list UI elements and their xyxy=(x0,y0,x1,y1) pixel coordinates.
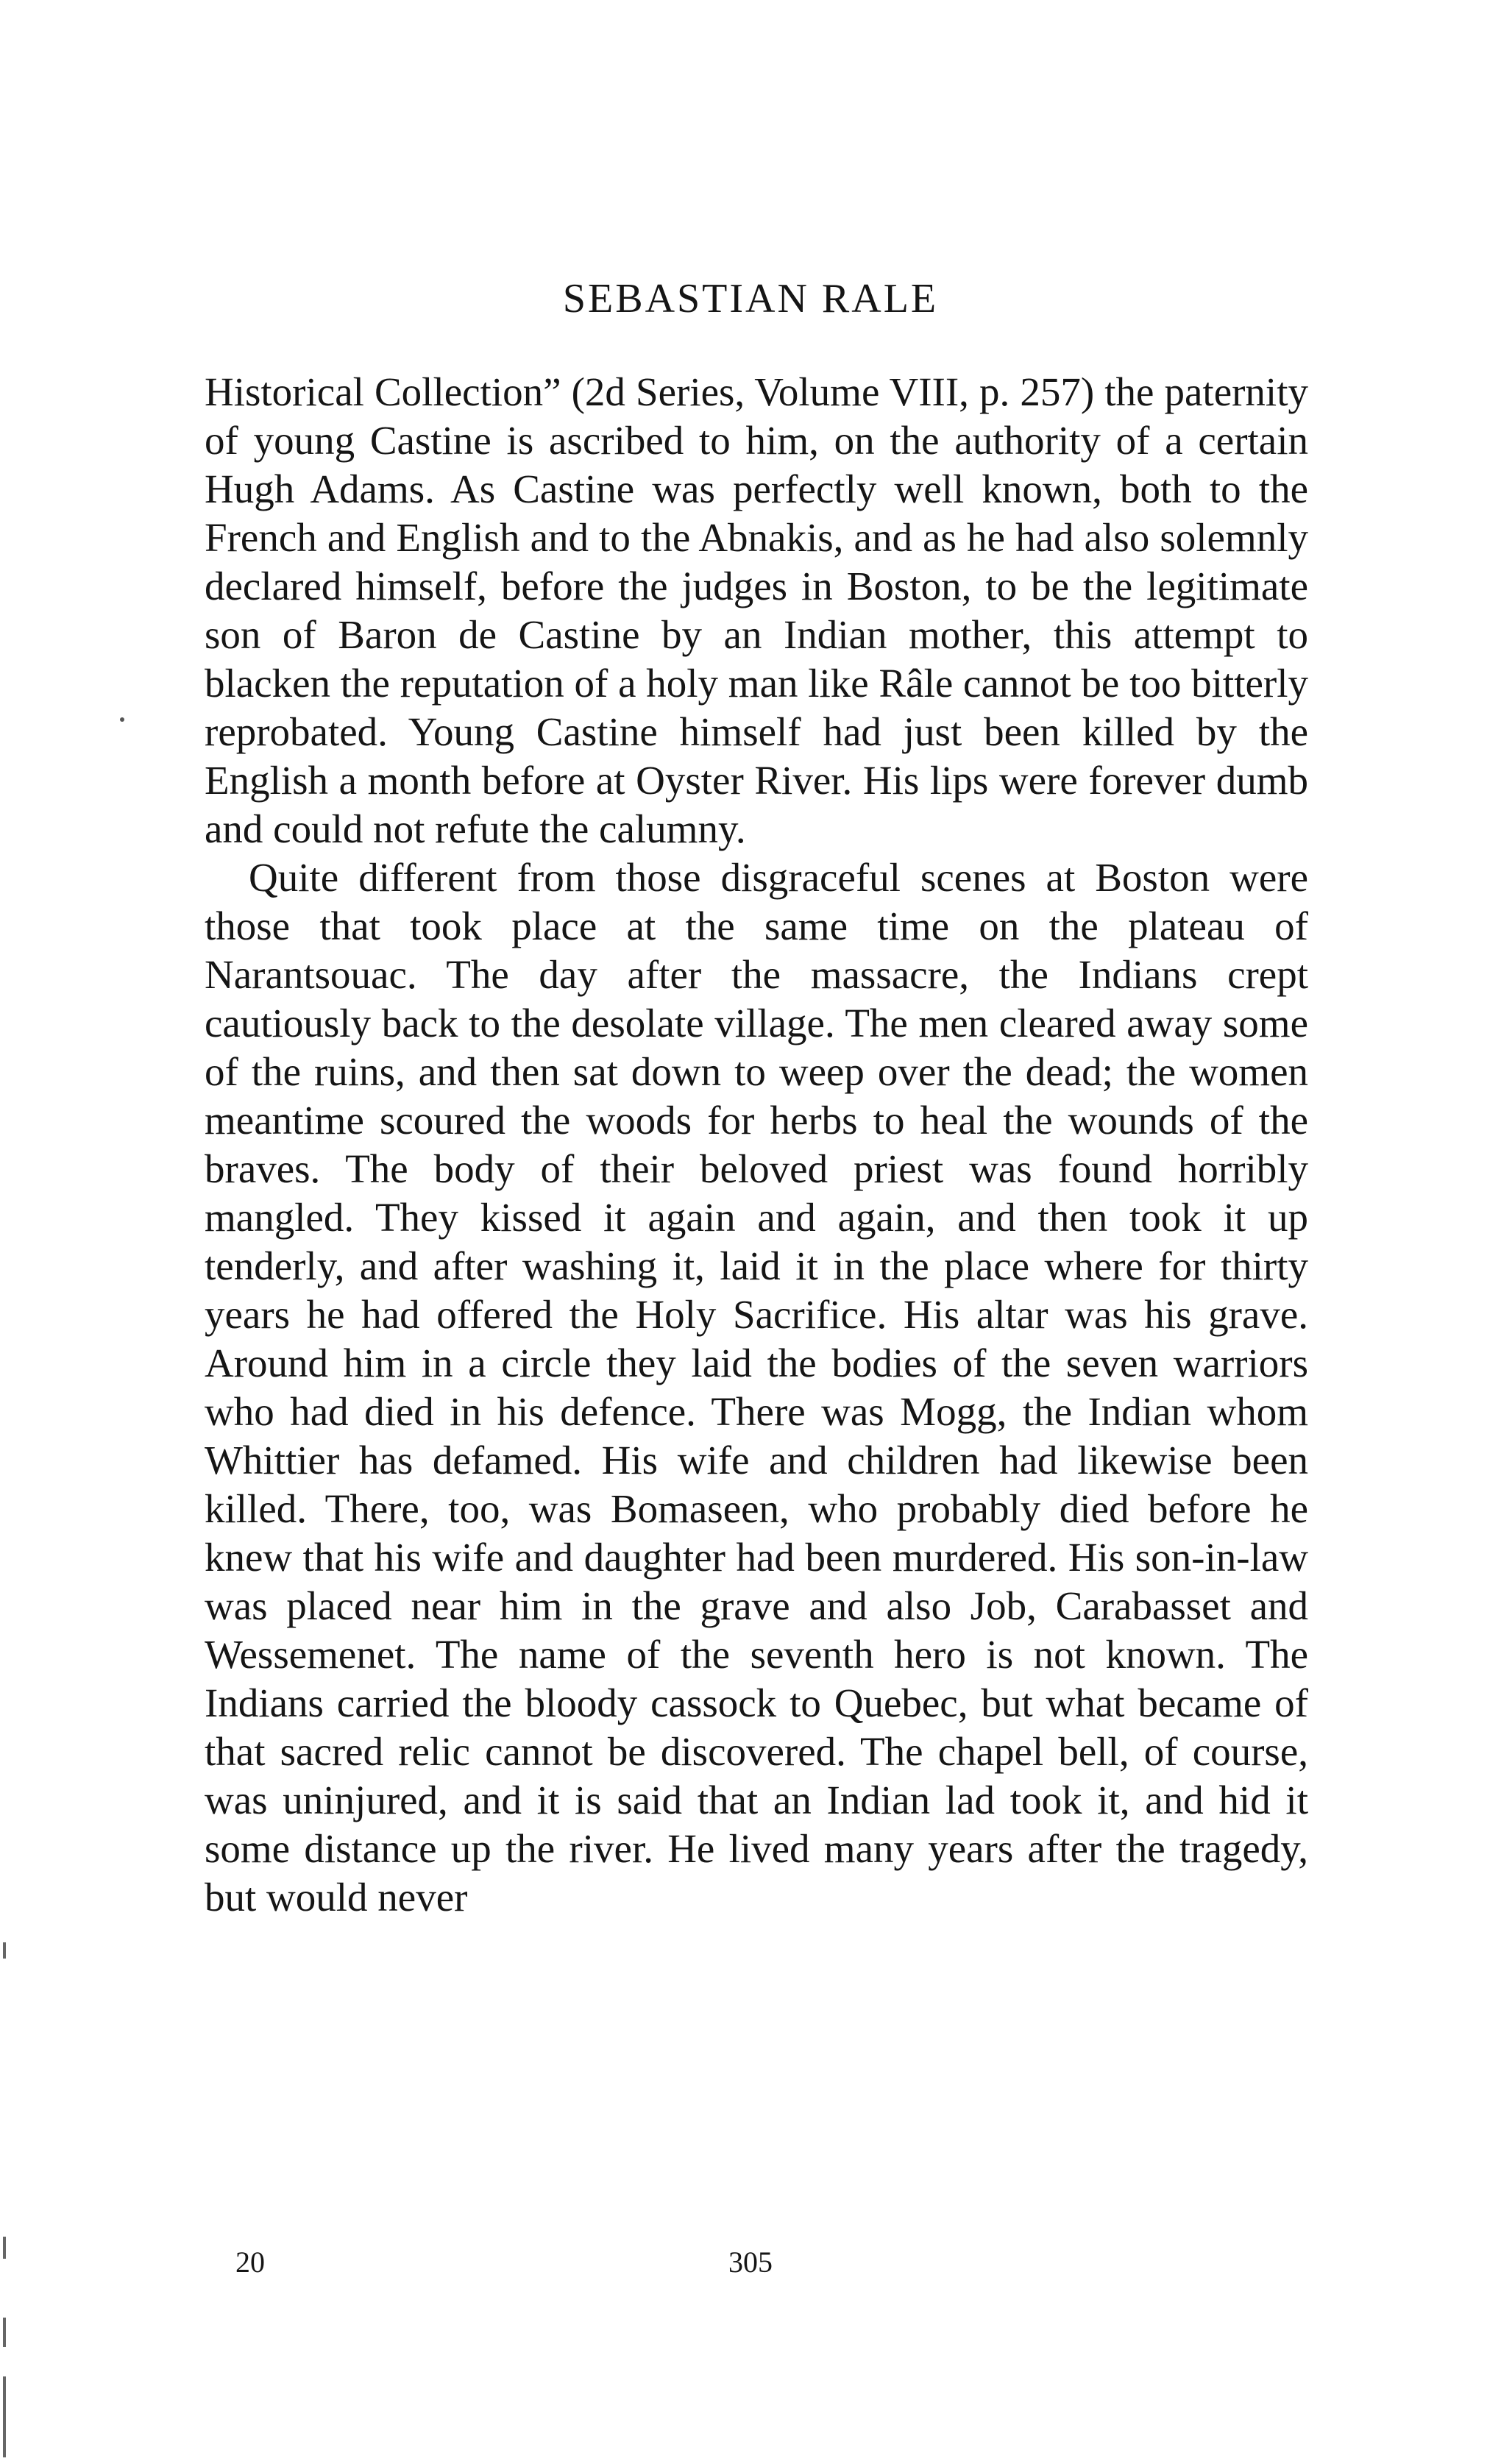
scan-edge-mark xyxy=(3,2237,6,2259)
page-number: 305 xyxy=(728,2245,773,2279)
scan-edge-mark xyxy=(3,1942,6,1959)
paragraph-2: Quite different from those disgraceful scenes at Boston were those that took place at the same time on the plateau of Narantsouac. The day after the massacre, the Indians crept cautiously back to the desolate village. The men cleared away some of the ruins, and then sat down to weep over the dead; the women meantime scoured the woods for herbs to heal the wounds of the braves. The body of their beloved priest was found horribly mangled. They kissed it again and again, and then took it up tenderly, and after washing it, laid it in the place where for thirty years he had offered the Holy Sacrifice. His altar was his grave. Around him in a circle they laid the bodies of the seven warriors who had died in his defence. There was Mogg, the Indian whom Whittier has defamed. His wife and children had likewise been killed. There, too, was Bomaseen, who probably died before he knew that his wife and daughter had been murdered. His son-in-law was placed near him in the grave and also Job, Carabasset and Wessemenet. The name of the seventh hero is not known. The Indians carried the bloody cassock to Quebec, but what became of that sacred relic cannot be discovered. The chapel bell, of course, was uninjured, and it is said that an Indian lad took it, and hid it some distance up the river. He lived many years after the tragedy, but would never xyxy=(205,855,1308,1920)
running-head: SEBASTIAN RALE xyxy=(562,276,939,322)
scan-edge-mark xyxy=(3,2376,6,2457)
page-footer xyxy=(0,2245,1501,2292)
body-text xyxy=(205,368,1308,1922)
scan-speck xyxy=(120,717,124,722)
paragraph-1: Historical Collection” (2d Series, Volume VIII, p. 257) the paternity of young Castine is ascribed to him, on the authority of a certain Hugh Adams. As Castine was perfectly well known, both to the French and English and to the Abnakis, and as he had also solemnly declared himself, before the judges in Boston, to be the legitimate son of Baron de Castine by an Indian mother, this attempt to blacken the reputation of a holy man like Râle cannot be too bitterly reprobated. Young Castine himself had just been killed by the English a month before at Oyster River. His lips were forever dumb and could not refute the calumny. xyxy=(205,369,1308,851)
scan-edge-mark xyxy=(3,2318,6,2347)
signature-mark: 20 xyxy=(235,2245,265,2279)
